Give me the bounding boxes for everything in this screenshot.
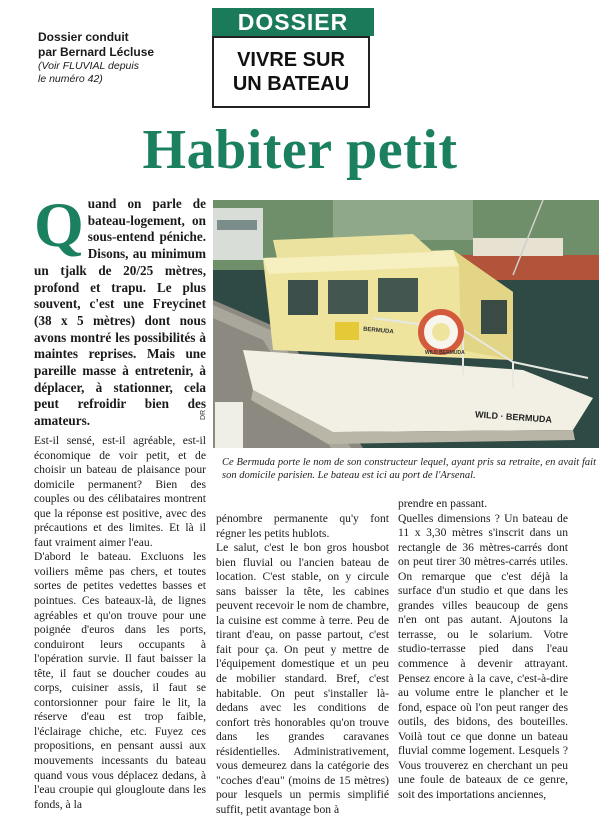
col1-paragraph-1: Est-il sensé, est-il agréable, est-il économique de voir petit, et de choisir un bateau de plaisance pour domicile permanent? Bien des couples ou des célibataires montrent que la réponse est positive, avec des précautions et des limites. Et là il faut vraiment aimer l'eau. [34, 434, 206, 549]
boat-name: WILD · BERMUDA [474, 409, 553, 425]
body-column-1 [34, 434, 206, 812]
dossier-tag: DOSSIER [212, 8, 374, 36]
boat-photo [213, 200, 599, 448]
col2-paragraph-1: pénombre permanente qu'y font régner les petits hublots. [216, 512, 389, 540]
col2-paragraph-2: Le salut, c'est le bon gros housbot bien fluvial ou l'ancien bateau de location. C'est stable, on y circule sans baisser la tête, les cabines peuvent recevoir le nom de chambre, la cuisine est comme à terre. Peu de tirant d'eau, on passe partout, c'est fait pour ça. On peut y mettre de l'équipement domestique et un peu de mobilier standard. Bref, c'est habitable. On peut s'installer là-dedans avec les conditions de confort très honorables qu'on trouve dans les grandes caravanes résidentielles. Administrativement, vous demeurez dans la catégorie des "coches d'eau" (moins de 15 mètres) pour lesquels un permis simplifié suffit, petit avantage bon à [216, 541, 389, 816]
col3-paragraph-2: Quelles dimensions ? Un bateau de 11 x 3,30 mètres s'inscrit dans un rectangle de 36 mètres-carrés dont on peut tirer 30 mètres-carrés utiles. On remarque que c'est déjà la surface d'un studio et que dans les grandes villes beaucoup de gens n'en ont pas autant. Ajoutons la terrasse, ou le solarium. Votre studio-terrasse pied dans l'eau commence à devenir attrayant. Pensez encore à la cave, c'est-à-dire au volume entre le plancher et le fond, espace où l'on peut ranger des outils, des bidons, des bouteilles. Voilà tout ce que donne un bateau fluvial comme logement. Lesquels ? Vous trouverez en cherchant un peu une foule de bateaux de ce genre, soit des importations anciennes, [398, 511, 568, 801]
byline-line-3: (Voir FLUVIAL depuis [38, 60, 139, 72]
lifebuoy-text: WILD BERMUDA [425, 350, 465, 356]
dossier-title-box [212, 36, 370, 108]
byline-line-4: le numéro 42) [38, 73, 103, 85]
lead-paragraph [34, 189, 206, 430]
dossier-title-line-2: UN BATEAU [232, 73, 350, 95]
hull-label: BERMUDA [362, 326, 394, 336]
col1-paragraph-2: D'abord le bateau. Excluons les voiliers même pas chers, et toutes sortes de petites vedettes basses et pointues. Ces bateaux-là, de lignes agréables et qu'on trouve pour une poignée d'euros dans les ports, conduiront leurs occupants à l'opération survie. Il faut baisser la tête, il faut se doucher coudes au corps, cuisiner assis, il faut se contorsionner pour faire le lit, la réserve d'eau est trop faible, l'éclairage chiche, etc. Fuyez ces propositions, en pensant aussi aux mouvements incessants du bateau quand vous vous déplacez dedans, à l'eau croupie qui glougloute dans les fonds, à la [34, 550, 206, 811]
lead-text: uand on parle de bateau-logement, on sous-entend péniche. Disons, au minimum un tjalk de 20/25 mètres, profond et trapu. Le plus souvent, c'est une Freycinet (38 x 5 mètres) dont nous avons montré les possibilités à maintes reprises. Mais une pareille masse à entretenir, à déplacer, à stationner, cela peut refroidir bien des amateurs. [34, 196, 206, 429]
byline-line-1: Dossier conduit [38, 30, 129, 44]
dossier-title-line-1: VIVRE SUR [237, 49, 345, 71]
body-column-2 [216, 512, 389, 817]
photo-credit: DR [200, 409, 207, 420]
byline [38, 30, 208, 86]
body-column-3 [398, 497, 568, 802]
byline-line-2: par Bernard Lécluse [38, 45, 155, 59]
photo-caption: Ce Bermuda porte le nom de son constructeur lequel, ayant pris sa retraite, en avait fait son domicile parisien. Le bateau est ici au port de l'Arsenal. [222, 457, 596, 481]
col3-paragraph-1: prendre en passant. [398, 497, 488, 510]
article-headline: Habiter petit [142, 119, 458, 181]
drop-cap: Q [34, 189, 84, 260]
boat-illustration [213, 200, 599, 448]
